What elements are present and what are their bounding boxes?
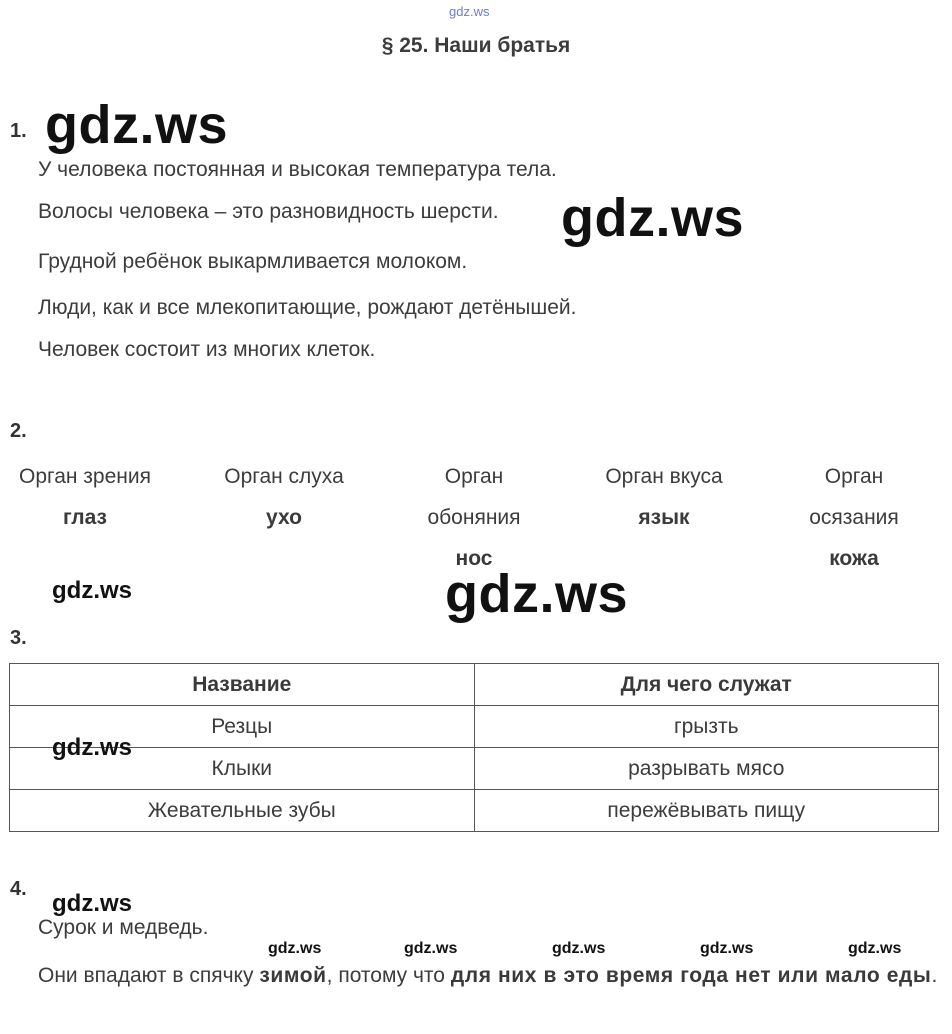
table-row — [10, 748, 939, 790]
organ-item — [579, 456, 749, 538]
task1-line: У человека постоянная и высокая температура тела. — [38, 158, 557, 181]
task4-sentence — [38, 955, 939, 996]
watermark: gdz.ws — [848, 940, 902, 957]
organ-item — [199, 456, 369, 538]
watermark: gdz.ws — [552, 940, 606, 957]
sentence-text: . — [931, 964, 938, 987]
table-row — [10, 706, 939, 748]
task1-number: 1. — [10, 120, 27, 142]
organ-label: Орган зрения — [18, 465, 151, 488]
watermark: gdz.ws — [52, 577, 133, 604]
organ-value: ухо — [266, 506, 302, 529]
task3-number: 3. — [10, 627, 27, 649]
task4-number: 4. — [10, 878, 27, 900]
watermark: gdz.ws — [52, 734, 133, 761]
organ-label: осязания — [809, 506, 899, 529]
table-cell: разрывать мясо — [474, 748, 939, 790]
task1-line: Люди, как и все млекопитающие, рождают детёнышей. — [38, 296, 577, 319]
table-cell: пережёвывать пищу — [474, 790, 939, 832]
task1-line: Грудной ребёнок выкармливается молоком. — [38, 250, 468, 273]
task2-number: 2. — [10, 420, 27, 442]
organ-label: обоняния — [427, 506, 521, 529]
sentence-bold: зимой — [259, 964, 327, 987]
organ-item — [389, 456, 559, 579]
organs-list — [0, 456, 952, 576]
table-row — [10, 790, 939, 832]
table-cell: Резцы — [10, 706, 475, 748]
watermark: gdz.ws — [45, 95, 229, 155]
sentence-text: , потому что — [326, 964, 451, 987]
watermark-top: gdz.ws — [449, 4, 490, 19]
organ-value: кожа — [829, 547, 879, 570]
table-cell: грызть — [474, 706, 939, 748]
watermark: gdz.ws — [561, 188, 745, 248]
page-title: § 25. Наши братья — [381, 34, 571, 57]
task4-answer: Сурок и медведь. — [38, 916, 209, 939]
table-cell: Жевательные зубы — [10, 790, 475, 832]
table-cell: Клыки — [10, 748, 475, 790]
sentence-bold: для них в это время года нет или мало еды — [450, 964, 932, 987]
table-header-row — [10, 664, 939, 706]
table-header: Для чего служат — [474, 664, 939, 706]
organ-value: глаз — [63, 506, 107, 529]
organ-label: Орган — [444, 465, 504, 488]
sentence-text: Они впадают в спячку — [38, 964, 260, 987]
watermark: gdz.ws — [268, 940, 322, 957]
watermark: gdz.ws — [52, 890, 133, 917]
watermark: gdz.ws — [700, 940, 754, 957]
organ-label: Орган вкуса — [605, 465, 723, 488]
watermark: gdz.ws — [445, 564, 629, 624]
table-header: Название — [10, 664, 475, 706]
organ-item — [0, 456, 170, 538]
teeth-table — [9, 663, 939, 832]
organ-value: нос — [455, 547, 493, 570]
watermark: gdz.ws — [404, 940, 458, 957]
task1-line: Волосы человека – это разновидность шерсти. — [38, 200, 499, 223]
organ-item — [769, 456, 939, 579]
task1-line: Человек состоит из многих клеток. — [38, 338, 376, 361]
organ-value: язык — [638, 506, 690, 529]
organ-label: Орган — [824, 465, 884, 488]
organ-label: Орган слуха — [224, 465, 344, 488]
